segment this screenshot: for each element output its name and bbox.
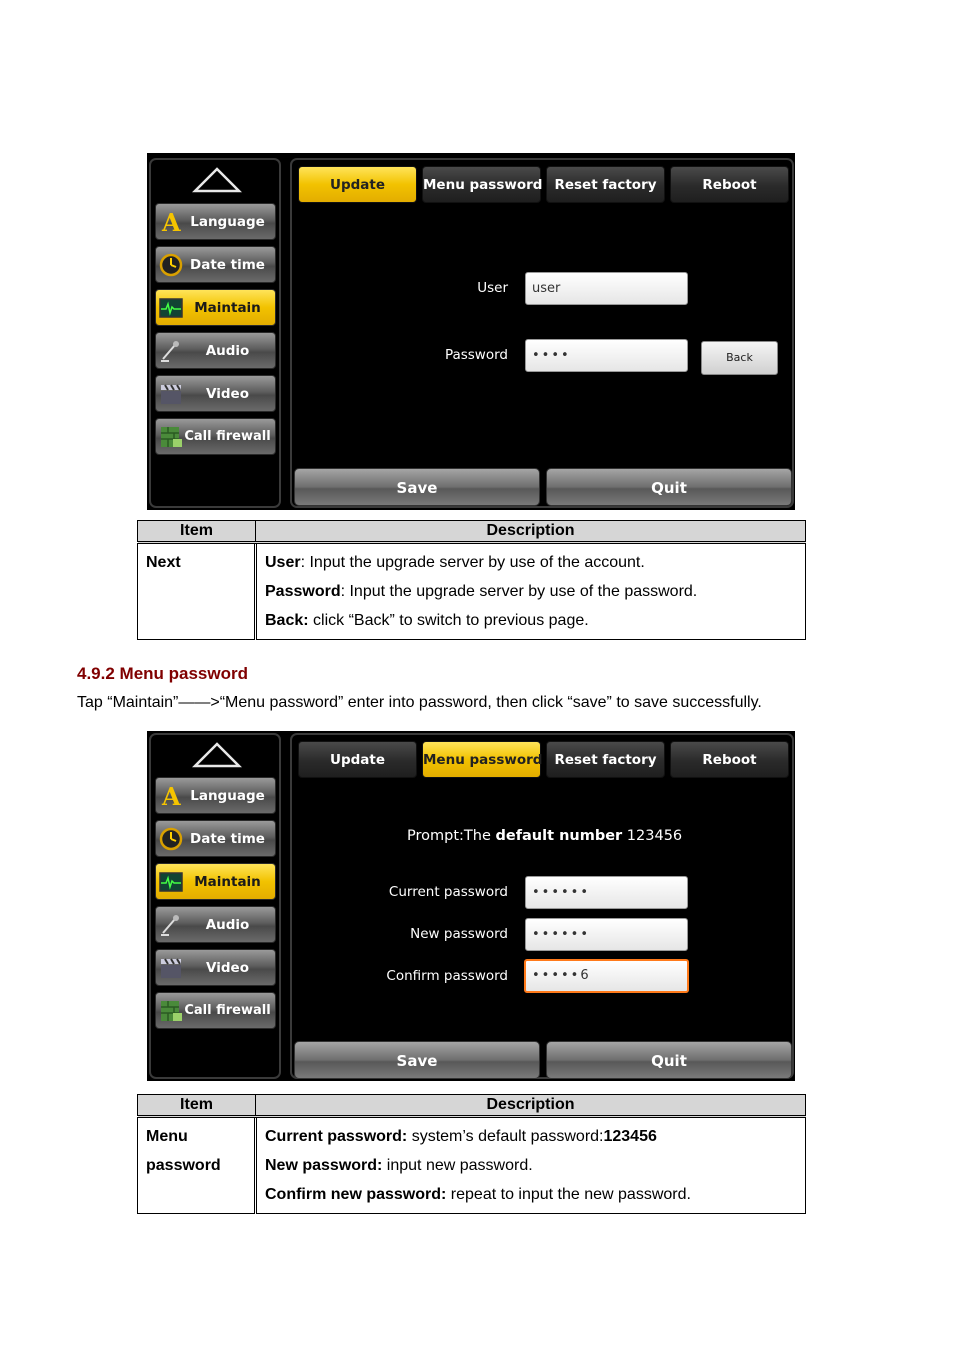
sidebar-item-label: Maintain <box>194 300 261 316</box>
new-password-input[interactable]: •••••• <box>525 918 688 951</box>
sidebar-item-label: Call firewall <box>184 1003 271 1018</box>
sidebar-item-label: Maintain <box>194 874 261 890</box>
password-label: Password <box>444 347 508 363</box>
tab-reboot[interactable]: Reboot <box>670 166 789 203</box>
clapperboard-icon <box>159 956 183 980</box>
svg-text:A: A <box>162 784 181 808</box>
microphone-icon <box>159 913 183 937</box>
table-row <box>138 1117 806 1214</box>
scroll-up-arrow-icon[interactable] <box>192 741 242 769</box>
sidebar-item-label: Video <box>206 960 249 976</box>
save-button[interactable]: Save <box>294 468 540 506</box>
description-line-back: Back: click “Back” to switch to previous page. <box>265 612 589 629</box>
tab-reboot[interactable]: Reboot <box>670 741 789 778</box>
sidebar-item-label: Language <box>190 214 265 230</box>
language-icon <box>159 784 183 808</box>
user-label: User <box>477 280 508 296</box>
tab-menu-password[interactable]: Menu password <box>422 166 541 203</box>
sidebar-item-label: Language <box>190 788 265 804</box>
sidebar-item-maintain[interactable] <box>155 289 276 326</box>
menu-password-screenshot <box>147 731 795 1081</box>
sidebar-item-language[interactable] <box>155 777 276 814</box>
main-panel <box>290 158 794 508</box>
confirm-password-label: Confirm password <box>386 968 508 984</box>
section-paragraph: Tap “Maintain”——>“Menu password” enter into password, then click “save” to save successfully. <box>77 694 762 711</box>
item-cell-line: password <box>146 1157 221 1174</box>
tab-update[interactable]: Update <box>298 166 417 203</box>
section-heading: 4.9.2 Menu password <box>77 664 248 683</box>
item-cell: Next <box>146 554 181 571</box>
description-line-confirm-password: Confirm new password: repeat to input the new password. <box>265 1186 691 1203</box>
scroll-up-arrow-icon[interactable] <box>192 166 242 194</box>
save-button[interactable]: Save <box>294 1041 540 1079</box>
maintain-update-screenshot <box>147 153 795 510</box>
item-cell-line: Menu <box>146 1128 188 1145</box>
monitor-icon <box>159 296 183 320</box>
description-table-update <box>137 520 806 640</box>
sidebar-item-maintain[interactable] <box>155 863 276 900</box>
table-row <box>138 543 806 640</box>
sidebar-item-video[interactable] <box>155 375 276 412</box>
description-table-menu-password <box>137 1094 806 1214</box>
description-line-current-password: Current password: system’s default password:123456 <box>265 1128 657 1145</box>
sidebar-item-label: Audio <box>205 917 250 933</box>
default-password-prompt: Prompt:The default number 123456 <box>407 828 683 844</box>
current-password-input[interactable]: •••••• <box>525 876 688 909</box>
description-line-user: User: Input the upgrade server by use of the account. <box>265 554 645 571</box>
sidebar-item-label: Date time <box>190 257 265 273</box>
sidebar <box>149 158 281 508</box>
sidebar-item-language[interactable] <box>155 203 276 240</box>
user-input[interactable]: user <box>525 272 688 305</box>
sidebar-item-video[interactable] <box>155 949 276 986</box>
tab-reset-factory[interactable]: Reset factory <box>546 166 665 203</box>
monitor-icon <box>159 870 183 894</box>
tab-update[interactable]: Update <box>298 741 417 778</box>
quit-button[interactable]: Quit <box>546 468 792 506</box>
main-panel <box>290 733 794 1079</box>
clock-icon <box>159 827 183 851</box>
svg-text:A: A <box>162 210 181 234</box>
current-password-label: Current password <box>388 884 508 900</box>
password-input[interactable]: •••• <box>525 339 688 372</box>
sidebar <box>149 733 281 1079</box>
tab-reset-factory[interactable]: Reset factory <box>546 741 665 778</box>
new-password-label: New password <box>410 926 508 942</box>
microphone-icon <box>159 339 183 363</box>
sidebar-item-label: Video <box>206 386 249 402</box>
sidebar-item-audio[interactable] <box>155 906 276 943</box>
sidebar-item-label: Call firewall <box>184 429 271 444</box>
sidebar-item-date-time[interactable] <box>155 820 276 857</box>
clock-icon <box>159 253 183 277</box>
sidebar-item-call-firewall[interactable] <box>155 992 276 1029</box>
clapperboard-icon <box>159 382 183 406</box>
back-button[interactable]: Back <box>701 341 778 375</box>
sidebar-item-label: Date time <box>190 831 265 847</box>
sidebar-item-label: Audio <box>205 343 250 359</box>
quit-button[interactable]: Quit <box>546 1041 792 1079</box>
description-line-password: Password: Input the upgrade server by use of the password. <box>265 583 698 600</box>
sidebar-item-date-time[interactable] <box>155 246 276 283</box>
col-item-header: Item <box>138 1095 256 1117</box>
sidebar-item-audio[interactable] <box>155 332 276 369</box>
col-description-header: Description <box>256 1095 806 1117</box>
description-line-new-password: New password: input new password. <box>265 1157 533 1174</box>
col-item-header: Item <box>138 521 256 543</box>
tab-menu-password[interactable]: Menu password <box>422 741 541 778</box>
col-description-header: Description <box>256 521 806 543</box>
confirm-password-input[interactable]: •••••6 <box>524 959 689 993</box>
sidebar-item-call-firewall[interactable] <box>155 418 276 455</box>
language-icon <box>159 210 183 234</box>
